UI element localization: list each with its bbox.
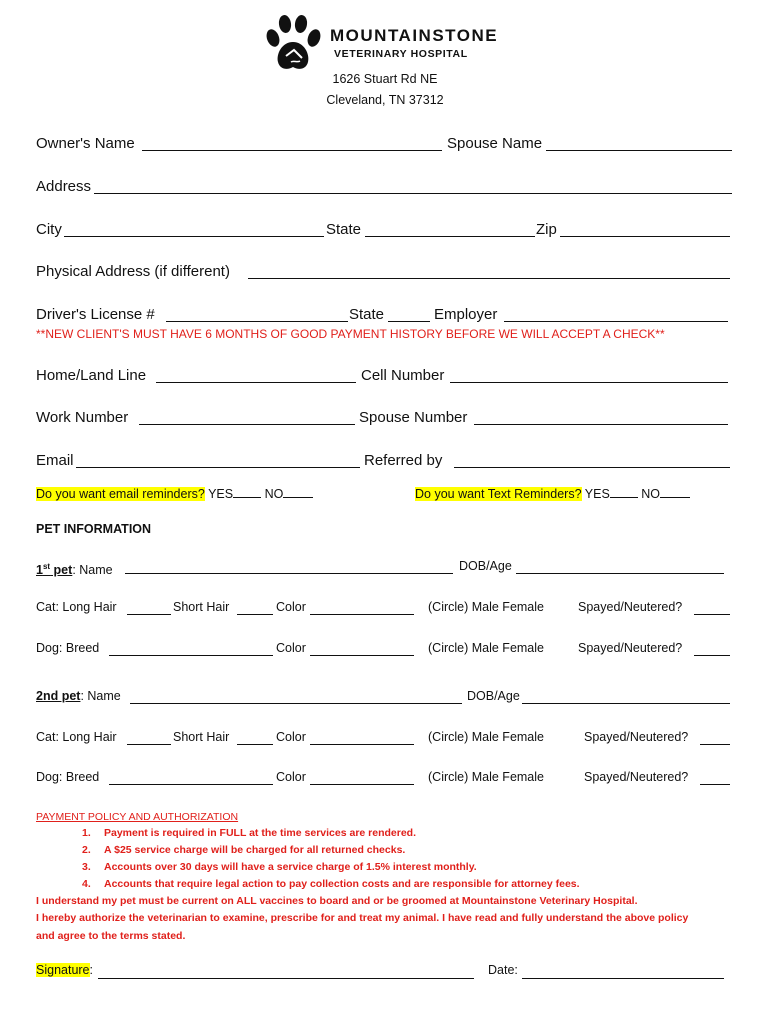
pet1-name-text: : Name — [72, 563, 113, 578]
signature-field[interactable] — [98, 978, 474, 979]
spouse-number-field[interactable] — [474, 424, 728, 425]
drivers-license-label: Driver's License # — [36, 306, 155, 323]
pet1-name-label — [36, 559, 113, 578]
address-line-1: 1626 Stuart Rd NE — [332, 72, 438, 86]
policy-item-3: Accounts over 30 days will have a service charge of 1.5% interest monthly. — [104, 861, 477, 873]
pet-info-heading: PET INFORMATION — [36, 522, 152, 536]
address-field[interactable] — [94, 193, 732, 194]
pet1-breed-field[interactable] — [109, 655, 273, 656]
pet2-name-text: : Name — [80, 689, 121, 703]
pet2-dog-color-field[interactable] — [310, 784, 414, 785]
pet1-dog-color-field[interactable] — [310, 655, 414, 656]
zip-field[interactable] — [560, 236, 730, 237]
drivers-license-field[interactable] — [166, 321, 348, 322]
pet1-dog-color-label: Color — [276, 641, 306, 655]
employer-label: Employer — [434, 306, 498, 323]
text-yes-label: YES — [584, 487, 610, 501]
signature-label: Signature — [36, 963, 90, 977]
pet2-dog-spayed-field[interactable] — [700, 784, 730, 785]
pet2-short-hair-field[interactable] — [237, 744, 273, 745]
pet1-cat-color-field[interactable] — [310, 614, 414, 615]
pet2-cat-label: Cat: Long Hair — [36, 730, 117, 744]
email-yes-field[interactable] — [233, 497, 261, 498]
pet1-long-hair-field[interactable] — [127, 614, 171, 615]
pet2-cat-color-label: Color — [276, 730, 306, 744]
pet2-cat-spayed-label: Spayed/Neutered? — [584, 730, 689, 744]
pet1-cat-sex-label: (Circle) Male Female — [428, 600, 544, 614]
paw-print-icon — [264, 14, 326, 74]
logo — [264, 14, 514, 74]
pet1-cat-label: Cat: Long Hair — [36, 600, 117, 614]
physical-address-label: Physical Address (if different) — [36, 263, 230, 280]
logo-subtitle: VETERINARY HOSPITAL — [334, 48, 468, 60]
text-reminders-question: Do you want Text Reminders? — [415, 487, 582, 501]
policy-title: PAYMENT POLICY AND AUTHORIZATION — [36, 811, 239, 823]
pet1-dog-label: Dog: Breed — [36, 641, 100, 655]
city-label: City — [36, 221, 62, 238]
pet2-dog-color-label: Color — [276, 770, 306, 784]
cell-number-field[interactable] — [450, 382, 728, 383]
pet2-name-field[interactable] — [130, 703, 462, 704]
date-label: Date: — [488, 963, 518, 977]
pet2-cat-spayed-field[interactable] — [700, 744, 730, 745]
pet1-dob-field[interactable] — [516, 573, 724, 574]
policy-item-2: A $25 service charge will be charged for all returned checks. — [104, 844, 406, 856]
referred-by-field[interactable] — [454, 467, 730, 468]
email-field[interactable] — [76, 467, 360, 468]
physical-address-field[interactable] — [248, 278, 730, 279]
state-label: State — [326, 221, 362, 238]
policy-item-number-3: 3. — [82, 861, 91, 873]
pet2-long-hair-field[interactable] — [127, 744, 171, 745]
zip-label: Zip — [536, 221, 557, 238]
check-notice: **NEW CLIENT'S MUST HAVE 6 MONTHS OF GOOD PAYMENT HISTORY BEFORE WE WILL ACCEPT A CHECK** — [36, 327, 665, 341]
policy-item-number-4: 4. — [82, 878, 91, 890]
home-land-line-label: Home/Land Line — [36, 367, 147, 384]
pet1-cat-color-label: Color — [276, 600, 306, 614]
email-reminders-question: Do you want email reminders? — [36, 487, 205, 501]
pet1-short-hair-field[interactable] — [237, 614, 273, 615]
text-no-field[interactable] — [660, 497, 690, 498]
referred-by-label: Referred by — [364, 452, 443, 469]
policy-item-number-1: 1. — [82, 827, 91, 839]
dl-state-label: State — [349, 306, 385, 323]
pet2-dog-sex-label: (Circle) Male Female — [428, 770, 544, 784]
signature-colon: : — [89, 963, 93, 977]
pet1-dog-spayed-field[interactable] — [694, 655, 730, 656]
pet1-dog-sex-label: (Circle) Male Female — [428, 641, 544, 655]
email-yes-label: YES — [208, 487, 234, 501]
email-reminders-row — [36, 487, 313, 502]
pet2-breed-field[interactable] — [109, 784, 273, 785]
authorization-statement-cont: and agree to the terms stated. — [36, 930, 186, 942]
pet2-name-label — [36, 689, 121, 704]
pet2-cat-color-field[interactable] — [310, 744, 414, 745]
pet1-name-field[interactable] — [125, 573, 453, 574]
logo-title: MOUNTAINSTONE — [330, 26, 499, 45]
cell-number-label: Cell Number — [361, 367, 445, 384]
pet1-label: 1st pet — [36, 562, 73, 578]
spouse-number-label: Spouse Number — [359, 409, 468, 426]
pet2-dob-field[interactable] — [522, 703, 730, 704]
address-line-2: Cleveland, TN 37312 — [326, 93, 444, 107]
owners-name-field[interactable] — [142, 150, 442, 151]
pet2-short-hair-label: Short Hair — [173, 730, 230, 744]
policy-item-4: Accounts that require legal action to pay collection costs and are responsible for attorney fees. — [104, 878, 580, 890]
authorization-statement: I hereby authorize the veterinarian to examine, prescribe for and treat my animal. I have read and fully understand the above policy — [36, 912, 689, 924]
work-number-label: Work Number — [36, 409, 129, 426]
date-field[interactable] — [522, 978, 724, 979]
spouse-name-field[interactable] — [546, 150, 732, 151]
text-reminders-row — [415, 487, 690, 502]
owners-name-label: Owner's Name — [36, 135, 135, 152]
home-land-line-field[interactable] — [156, 382, 356, 383]
email-no-label: NO — [264, 487, 284, 501]
dl-state-field[interactable] — [388, 321, 430, 322]
state-field[interactable] — [365, 236, 535, 237]
text-no-label: NO — [641, 487, 661, 501]
pet2-dob-label: DOB/Age — [467, 689, 520, 703]
text-yes-field[interactable] — [610, 497, 638, 498]
pet1-dob-label: DOB/Age — [459, 559, 512, 573]
employer-field[interactable] — [504, 321, 728, 322]
pet2-label: 2nd pet — [36, 689, 81, 703]
email-label: Email — [36, 452, 74, 469]
email-no-field[interactable] — [283, 497, 313, 498]
city-field[interactable] — [64, 236, 324, 237]
work-number-field[interactable] — [139, 424, 355, 425]
pet2-dog-label: Dog: Breed — [36, 770, 100, 784]
pet2-cat-sex-label: (Circle) Male Female — [428, 730, 544, 744]
vaccine-statement: I understand my pet must be current on ALL vaccines to board and or be groomed at Mountainstone Veterinary Hospital. — [36, 895, 638, 907]
policy-item-1: Payment is required in FULL at the time services are rendered. — [104, 827, 417, 839]
policy-item-number-2: 2. — [82, 844, 91, 856]
spouse-name-label: Spouse Name — [447, 135, 543, 152]
signature-label-wrap — [36, 963, 93, 978]
pet2-dog-spayed-label: Spayed/Neutered? — [584, 770, 689, 784]
pet1-dog-spayed-label: Spayed/Neutered? — [578, 641, 683, 655]
pet1-cat-spayed-field[interactable] — [694, 614, 730, 615]
address-label: Address — [36, 178, 92, 195]
pet1-short-hair-label: Short Hair — [173, 600, 230, 614]
pet1-cat-spayed-label: Spayed/Neutered? — [578, 600, 683, 614]
